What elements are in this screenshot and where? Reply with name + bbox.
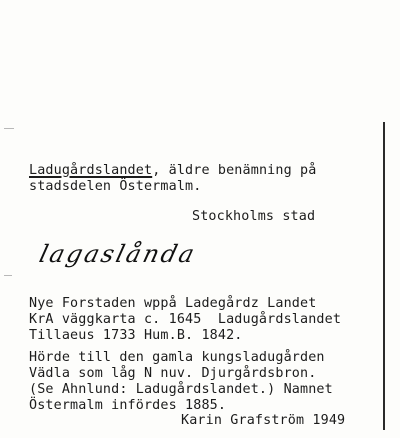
margin-mark [4, 128, 14, 129]
definition-line-1 [29, 163, 316, 179]
body-line: (Se Ahnlund: Ladugårdslandet.) Namnet [29, 382, 333, 397]
body-line: Vädla som låg N nuv. Djurgårdsbron. [29, 366, 317, 381]
location: Stockholms stad [192, 209, 316, 224]
handwritten-pronunciation: lagaslånda [36, 240, 200, 268]
definition-text: , äldre benämning på [152, 163, 317, 178]
body-line: Hörde till den gamla kungsladugården [29, 350, 325, 365]
headword: Ladugårdslandet [29, 163, 153, 178]
definition-line-2: stadsdelen Östermalm. [29, 179, 202, 194]
body-line: Östermalm infördes 1885. [29, 398, 227, 413]
margin-mark [4, 275, 12, 276]
body-line: Tillaeus 1733 Hum.B. 1842. [29, 328, 243, 343]
body-line: KrA väggkarta c. 1645 Ladugårdslandet [29, 312, 342, 327]
card-edge-line [383, 122, 385, 430]
signature: Karin Grafström 1949 [181, 413, 346, 428]
body-line: Nye Forstaden wppå Ladegårdz Landet [29, 296, 317, 311]
